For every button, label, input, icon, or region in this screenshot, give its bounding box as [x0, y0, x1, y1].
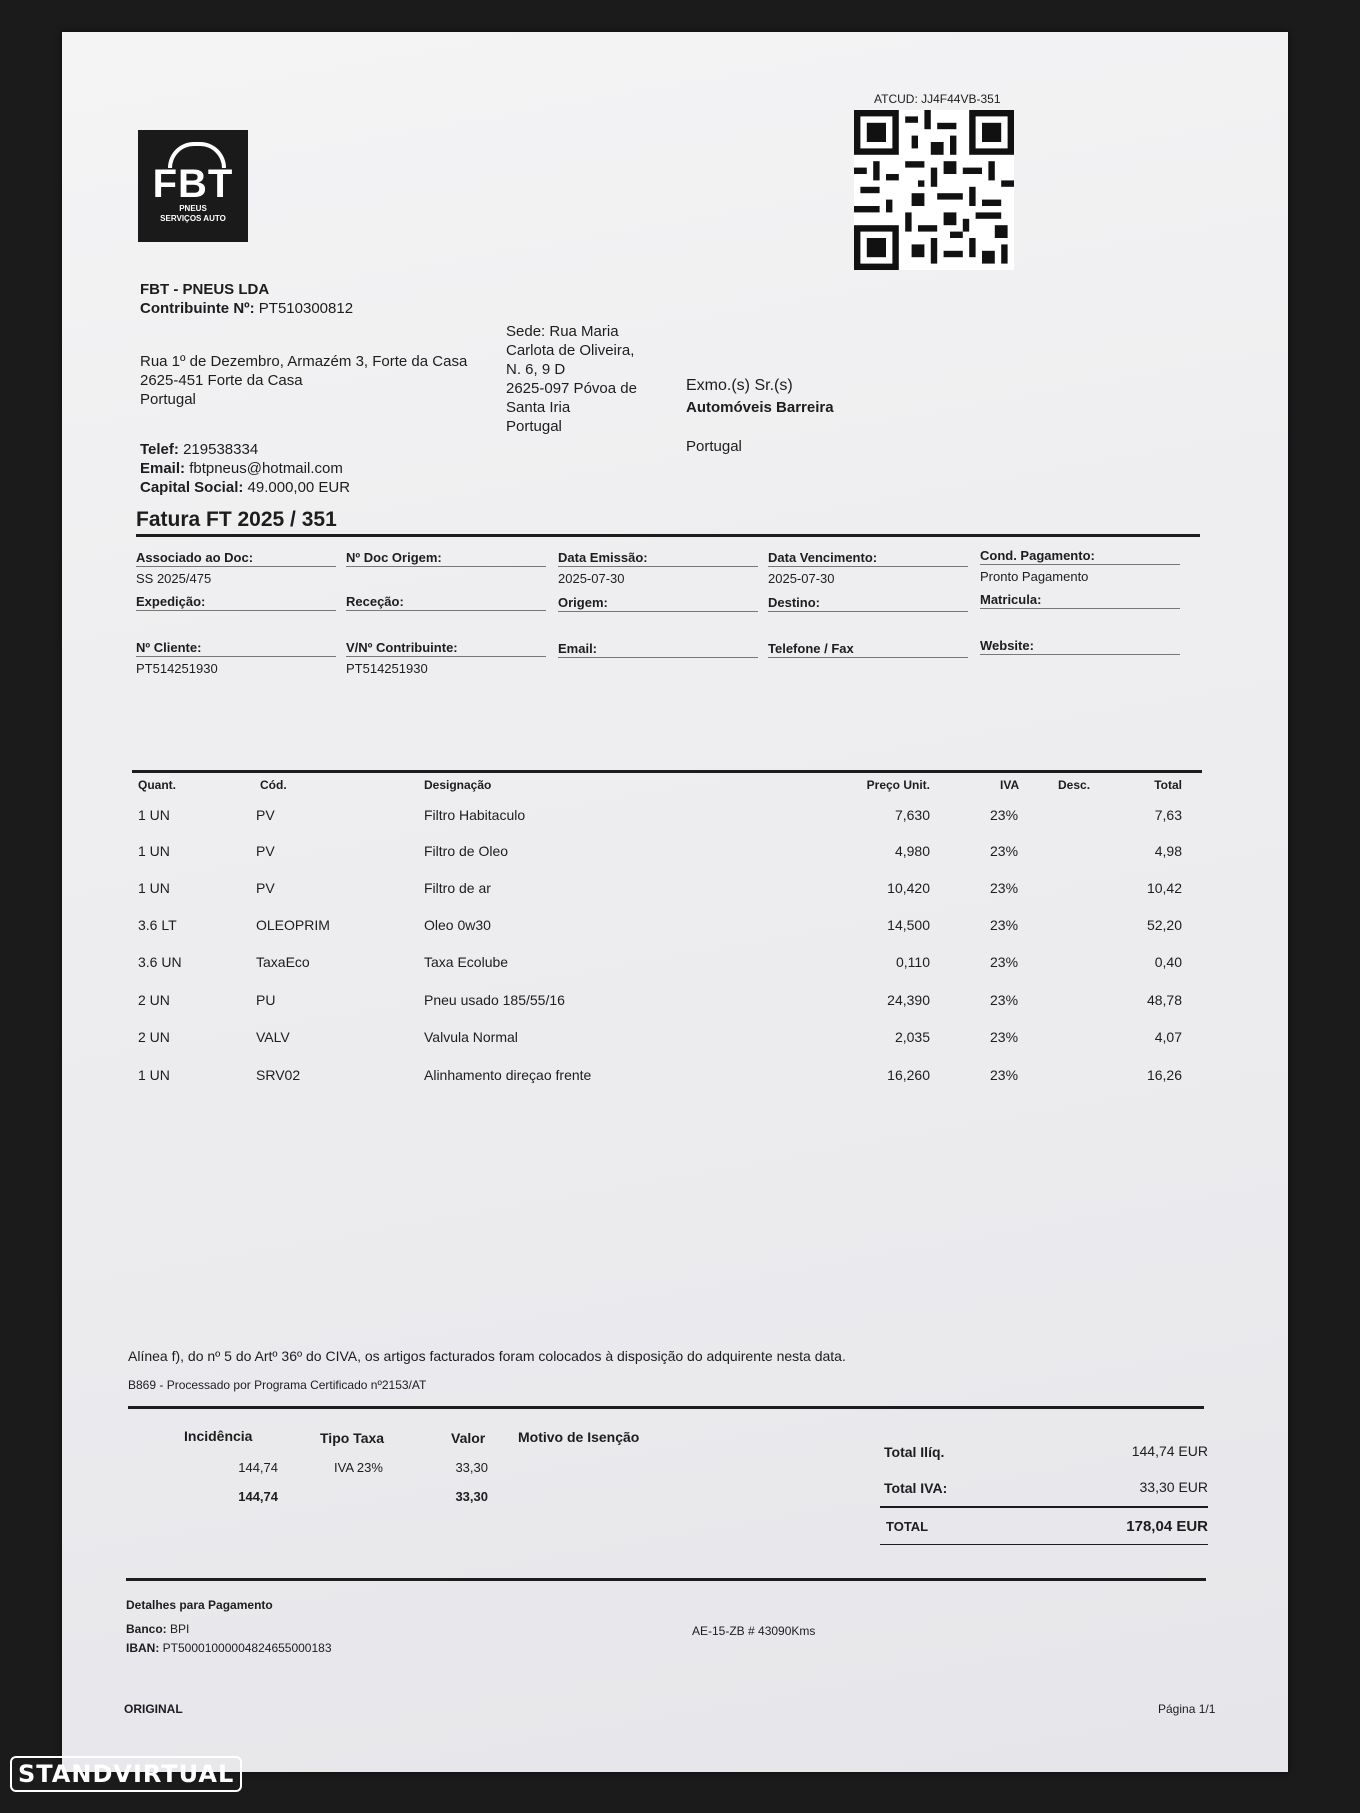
sede-line: N. 6, 9 D: [506, 361, 566, 378]
row-qty: 3.6 LT: [138, 917, 177, 933]
tax-header-value: Valor: [451, 1430, 486, 1446]
row-description: Alinhamento direçao frente: [424, 1067, 592, 1083]
col-header-total: Total: [1154, 778, 1182, 792]
bank-label: Banco:: [126, 1622, 167, 1636]
table-row: [62, 954, 1288, 984]
row-vat: 23%: [990, 917, 1019, 933]
address-line: Portugal: [140, 391, 196, 408]
row-code: VALV: [256, 1029, 290, 1045]
payment-top-rule: [126, 1578, 1206, 1581]
field-associated-doc: Associado ao Doc: SS 2025/475: [136, 550, 336, 586]
grand-total-label: TOTAL: [886, 1519, 929, 1534]
row-description: Pneu usado 185/55/16: [424, 992, 565, 1008]
headquarters-address: [506, 322, 637, 436]
field-client-vat: V/Nº Contribuinte: PT514251930: [346, 640, 546, 676]
row-total: 4,07: [1154, 1029, 1182, 1045]
field-payment-cond: Cond. Pagamento: Pronto Pagamento: [980, 548, 1180, 584]
field-due-date: Data Vencimento: 2025-07-30: [768, 550, 968, 586]
total-underline: [880, 1544, 1208, 1545]
phone-label: Telef:: [140, 441, 179, 458]
tax-header-incidence: Incidência: [184, 1428, 253, 1444]
company-address: [140, 352, 467, 409]
row-code: TaxaEco: [256, 954, 310, 970]
tax-header-type: Tipo Taxa: [320, 1430, 385, 1446]
table-row: [62, 917, 1288, 947]
iban-value: PT50001000004824655000183: [162, 1641, 332, 1655]
row-qty: 2 UN: [138, 1029, 170, 1045]
company-name: FBT - PNEUS LDA: [140, 281, 270, 298]
client-name: Automóveis Barreira: [686, 399, 834, 416]
summary-top-rule: [128, 1406, 1204, 1409]
row-qty: 1 UN: [138, 1067, 170, 1083]
address-line: 2625-451 Forte da Casa: [140, 372, 303, 389]
sede-line: Portugal: [506, 418, 562, 435]
row-code: PV: [256, 843, 275, 859]
page-number: Página 1/1: [1158, 1702, 1216, 1716]
row-qty: 3.6 UN: [138, 954, 182, 970]
qr-code-icon: [854, 110, 1014, 270]
sede-line: 2625-097 Póvoa de: [506, 380, 637, 397]
total-vat-value: 33,30 EUR: [1139, 1479, 1208, 1495]
field-issue-date: Data Emissão: 2025-07-30: [558, 550, 758, 586]
row-vat: 23%: [990, 880, 1019, 896]
field-origin: Origem:: [558, 595, 758, 612]
row-vat: 23%: [990, 1029, 1019, 1045]
company-contacts: [140, 440, 350, 497]
row-unit-price: 2,035: [894, 1029, 930, 1045]
total-divider: [880, 1506, 1208, 1508]
row-qty: 1 UN: [138, 807, 170, 823]
col-header-desc: Designação: [424, 778, 492, 792]
table-top-rule: [132, 770, 1202, 773]
row-code: PV: [256, 880, 275, 896]
logo-subtext-2: SERVIÇOS AUTO: [160, 214, 226, 223]
row-unit-price: 10,420: [887, 880, 930, 896]
field-shipping: Expedição:: [136, 594, 336, 611]
row-unit-price: 7,630: [894, 807, 930, 823]
sede-line: Santa Iria: [506, 399, 571, 416]
original-mark: ORIGINAL: [124, 1702, 183, 1716]
tire-icon: [168, 142, 226, 168]
row-qty: 1 UN: [138, 843, 170, 859]
row-unit-price: 16,260: [887, 1067, 930, 1083]
row-code: PU: [256, 992, 276, 1008]
row-total: 16,26: [1146, 1067, 1182, 1083]
standvirtual-watermark: STANDVIRTUAL: [10, 1760, 242, 1788]
row-code: OLEOPRIM: [256, 917, 330, 933]
row-qty: 1 UN: [138, 880, 170, 896]
row-total: 52,20: [1146, 917, 1182, 933]
row-vat: 23%: [990, 807, 1019, 823]
total-vat-label: Total IVA:: [884, 1480, 948, 1496]
tax-value: 33,30: [455, 1460, 488, 1475]
row-vat: 23%: [990, 843, 1019, 859]
field-plate: Matricula:: [980, 592, 1180, 609]
logo-text: FBT: [152, 162, 234, 206]
table-row: [62, 843, 1288, 873]
atcud-code: ATCUD: JJ4F44VB-351: [874, 92, 1001, 106]
table-row: [62, 880, 1288, 910]
vehicle-info: AE-15-ZB # 43090Kms: [692, 1624, 816, 1638]
capital-label: Capital Social:: [140, 479, 244, 496]
tax-incidence: 144,74: [238, 1460, 278, 1475]
row-description: Filtro de Oleo: [424, 843, 509, 859]
row-description: Filtro de ar: [424, 880, 491, 896]
logo-subtext-1: PNEUS: [179, 204, 207, 213]
row-vat: 23%: [990, 992, 1019, 1008]
iban-label: IBAN:: [126, 1641, 160, 1655]
field-website: Website:: [980, 638, 1180, 655]
row-vat: 23%: [990, 954, 1019, 970]
table-row: [62, 992, 1288, 1022]
col-header-code: Cód.: [260, 778, 287, 792]
document-title: Fatura FT 2025 / 351: [136, 508, 337, 531]
row-total: 0,40: [1154, 954, 1182, 970]
row-description: Oleo 0w30: [424, 917, 491, 933]
company-info: [140, 280, 353, 318]
bank-value: BPI: [170, 1622, 190, 1636]
nif-label: Contribuinte Nº:: [140, 300, 255, 317]
company-logo: [138, 130, 248, 242]
phone-value: 219538334: [183, 441, 259, 458]
client-block: [686, 377, 834, 455]
email-value: fbtpneus@hotmail.com: [189, 460, 343, 477]
row-vat: 23%: [990, 1067, 1019, 1083]
invoice-paper: [62, 32, 1288, 1772]
row-code: PV: [256, 807, 275, 823]
col-header-price: Preço Unit.: [866, 778, 930, 792]
address-line: Rua 1º de Dezembro, Armazém 3, Forte da Casa: [140, 353, 468, 370]
table-row: [62, 807, 1288, 837]
payment-title: Detalhes para Pagamento: [126, 1598, 273, 1612]
row-unit-price: 24,390: [887, 992, 930, 1008]
nif-value: PT510300812: [258, 300, 354, 317]
tax-incidence-total: 144,74: [238, 1489, 278, 1504]
row-unit-price: 0,110: [896, 954, 930, 970]
field-destination: Destino:: [768, 595, 968, 612]
field-email: Email:: [558, 641, 758, 658]
row-description: Filtro Habitaculo: [424, 807, 526, 823]
table-row: [62, 1067, 1288, 1097]
total-net-value: 144,74 EUR: [1131, 1443, 1208, 1459]
civa-note: Alínea f), do nº 5 do Artº 36º do CIVA, os artigos facturados foram colocados à disposição do adquirente nesta data.: [128, 1348, 846, 1364]
field-phone: Telefone / Fax: [768, 641, 968, 658]
sede-line: Sede: Rua Maria: [506, 323, 619, 340]
col-header-discount: Desc.: [1058, 778, 1091, 792]
row-code: SRV02: [256, 1067, 301, 1083]
field-origin-doc: Nº Doc Origem:: [346, 550, 546, 571]
email-label: Email:: [140, 460, 186, 477]
row-total: 4,98: [1154, 843, 1182, 859]
field-reception: Receção:: [346, 594, 546, 611]
capital-value: 49.000,00 EUR: [247, 479, 351, 496]
row-total: 10,42: [1146, 880, 1182, 896]
sede-line: Carlota de Oliveira,: [506, 342, 635, 359]
row-qty: 2 UN: [138, 992, 170, 1008]
tax-header-exemption: Motivo de Isenção: [518, 1429, 640, 1445]
row-description: Valvula Normal: [424, 1029, 518, 1045]
tax-type: IVA 23%: [334, 1460, 383, 1475]
row-unit-price: 4,980: [894, 843, 930, 859]
title-divider: [136, 534, 1200, 537]
client-greeting: Exmo.(s) Sr.(s): [686, 377, 793, 394]
table-row: [62, 1029, 1288, 1059]
row-total: 48,78: [1146, 992, 1182, 1008]
tax-value-total: 33,30: [455, 1489, 488, 1504]
row-unit-price: 14,500: [887, 917, 930, 933]
col-header-iva: IVA: [1000, 778, 1020, 792]
client-country: Portugal: [686, 438, 742, 455]
field-client-number: Nº Cliente: PT514251930: [136, 640, 336, 676]
total-net-label: Total Ilíq.: [884, 1444, 945, 1460]
certification-note: B869 - Processado por Programa Certificado nº2153/AT: [128, 1378, 427, 1392]
grand-total-value: 178,04 EUR: [1126, 1518, 1208, 1535]
row-total: 7,63: [1154, 807, 1182, 823]
col-header-qty: Quant.: [138, 778, 176, 792]
row-description: Taxa Ecolube: [424, 954, 509, 970]
